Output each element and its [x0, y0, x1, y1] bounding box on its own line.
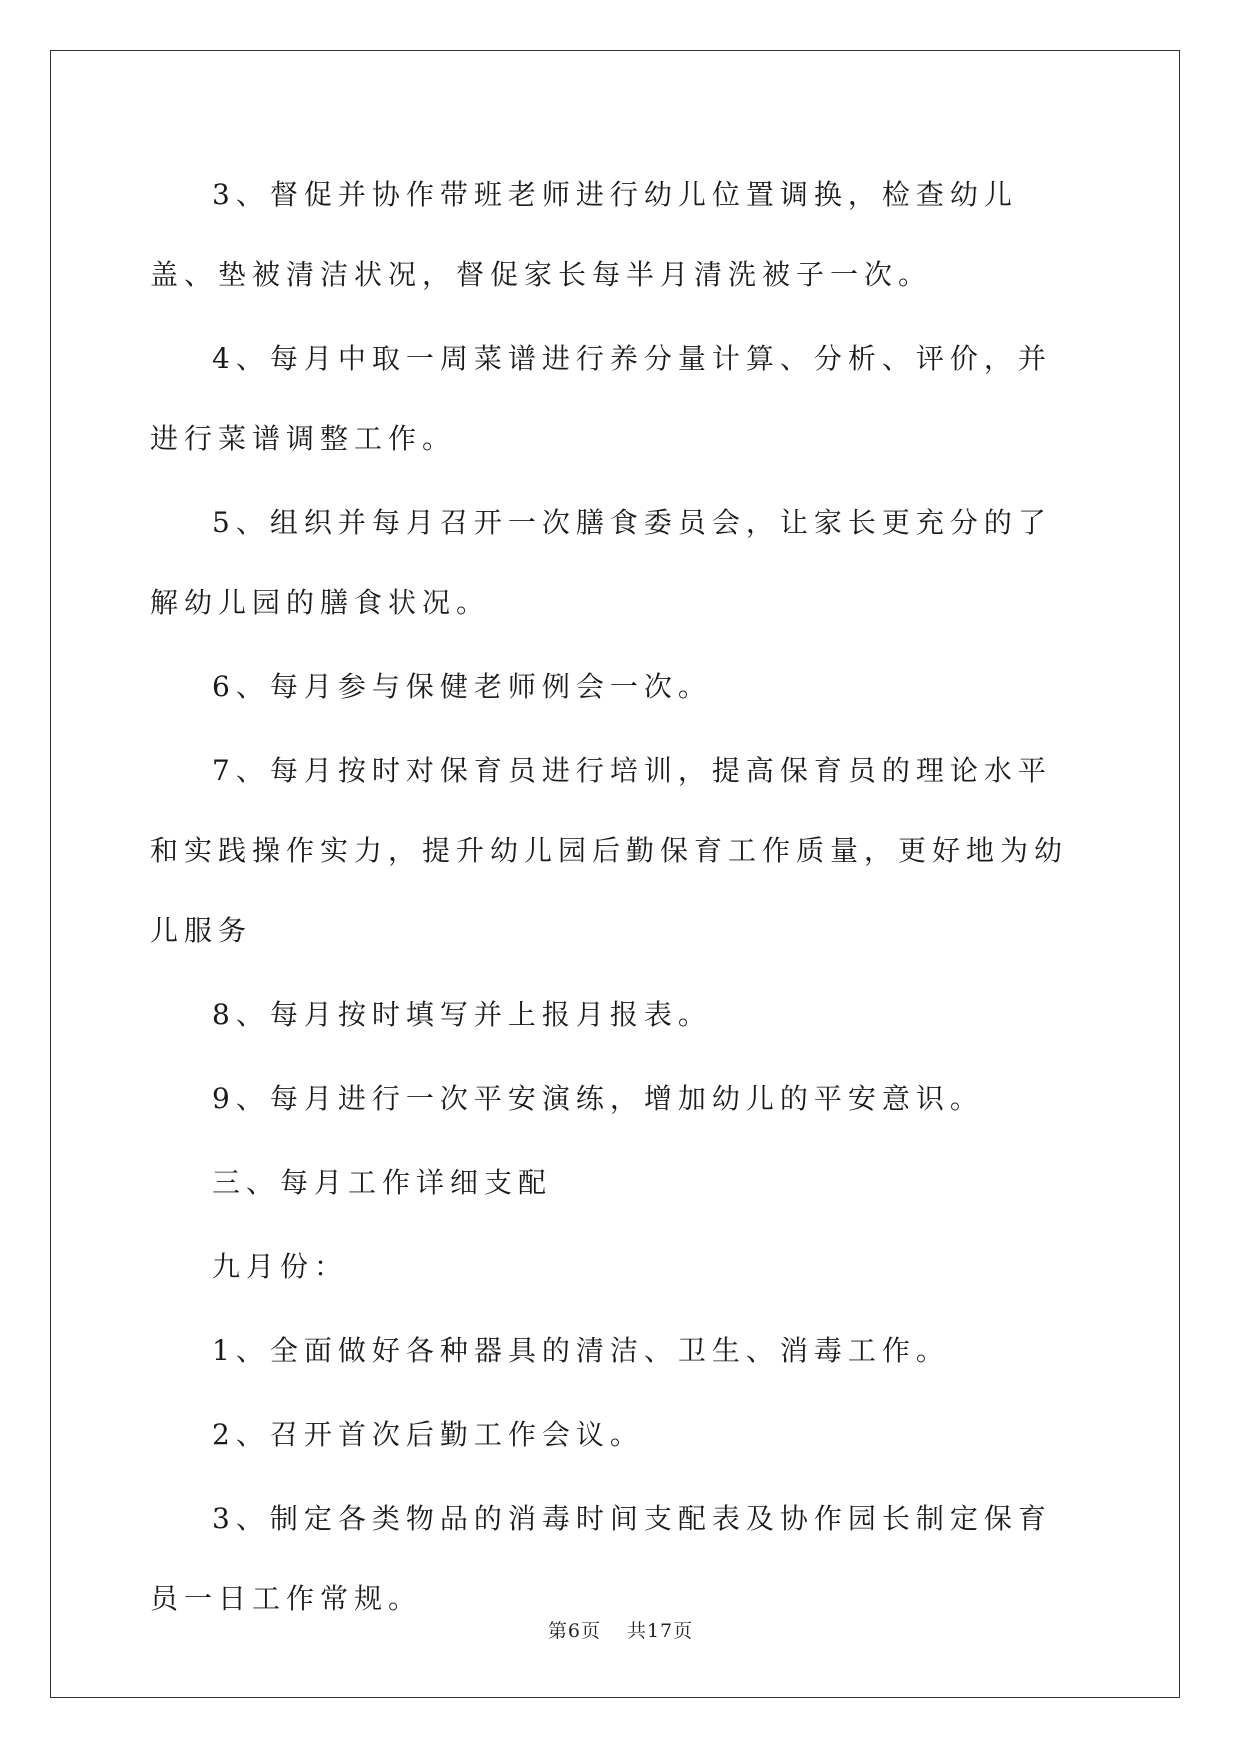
page-total: 共17页 — [626, 1620, 694, 1642]
paragraph-item-8-report: 8、每月按时填写并上报月报表。 — [212, 998, 712, 1031]
september-item-2: 2、召开首次后勤工作会议。 — [212, 1418, 644, 1451]
september-item-1: 1、全面做好各种器具的清洁、卫生、消毒工作。 — [212, 1334, 950, 1367]
paragraph-item-6-meeting: 6、每月参与保健老师例会一次。 — [212, 670, 712, 703]
paragraph-item-9-drill: 9、每月进行一次平安演练，增加幼儿的平安意识。 — [212, 1082, 984, 1115]
month-heading: 九月份： — [212, 1250, 349, 1283]
paragraph-item-7-training: 7、每月按时对保育员进行培训，提高保育员的理论水平和实践操作实力，提升幼儿园后勤保育工作质量，更好地为幼儿服务 — [150, 754, 1069, 947]
section-heading: 三、每月工作详细支配 — [212, 1166, 553, 1199]
page-number: 第6页 — [547, 1620, 601, 1642]
page-footer — [0, 1616, 1241, 1643]
document-body — [150, 155, 1085, 1639]
paragraph-item-4-menu: 4、每月中取一周菜谱进行养分量计算、分析、评价，并进行菜谱调整工作。 — [150, 342, 1052, 455]
september-item-3: 3、制定各类物品的消毒时间支配表及协作园长制定保育员一日工作常规。 — [150, 1502, 1052, 1615]
paragraph-item-5-committee: 5、组织并每月召开一次膳食委员会，让家长更充分的了解幼儿园的膳食状况。 — [150, 506, 1052, 619]
paragraph-item-3-cleaning: 3、督促并协作带班老师进行幼儿位置调换，检查幼儿盖、垫被清洁状况，督促家长每半月清洗被子一次。 — [150, 178, 1018, 291]
